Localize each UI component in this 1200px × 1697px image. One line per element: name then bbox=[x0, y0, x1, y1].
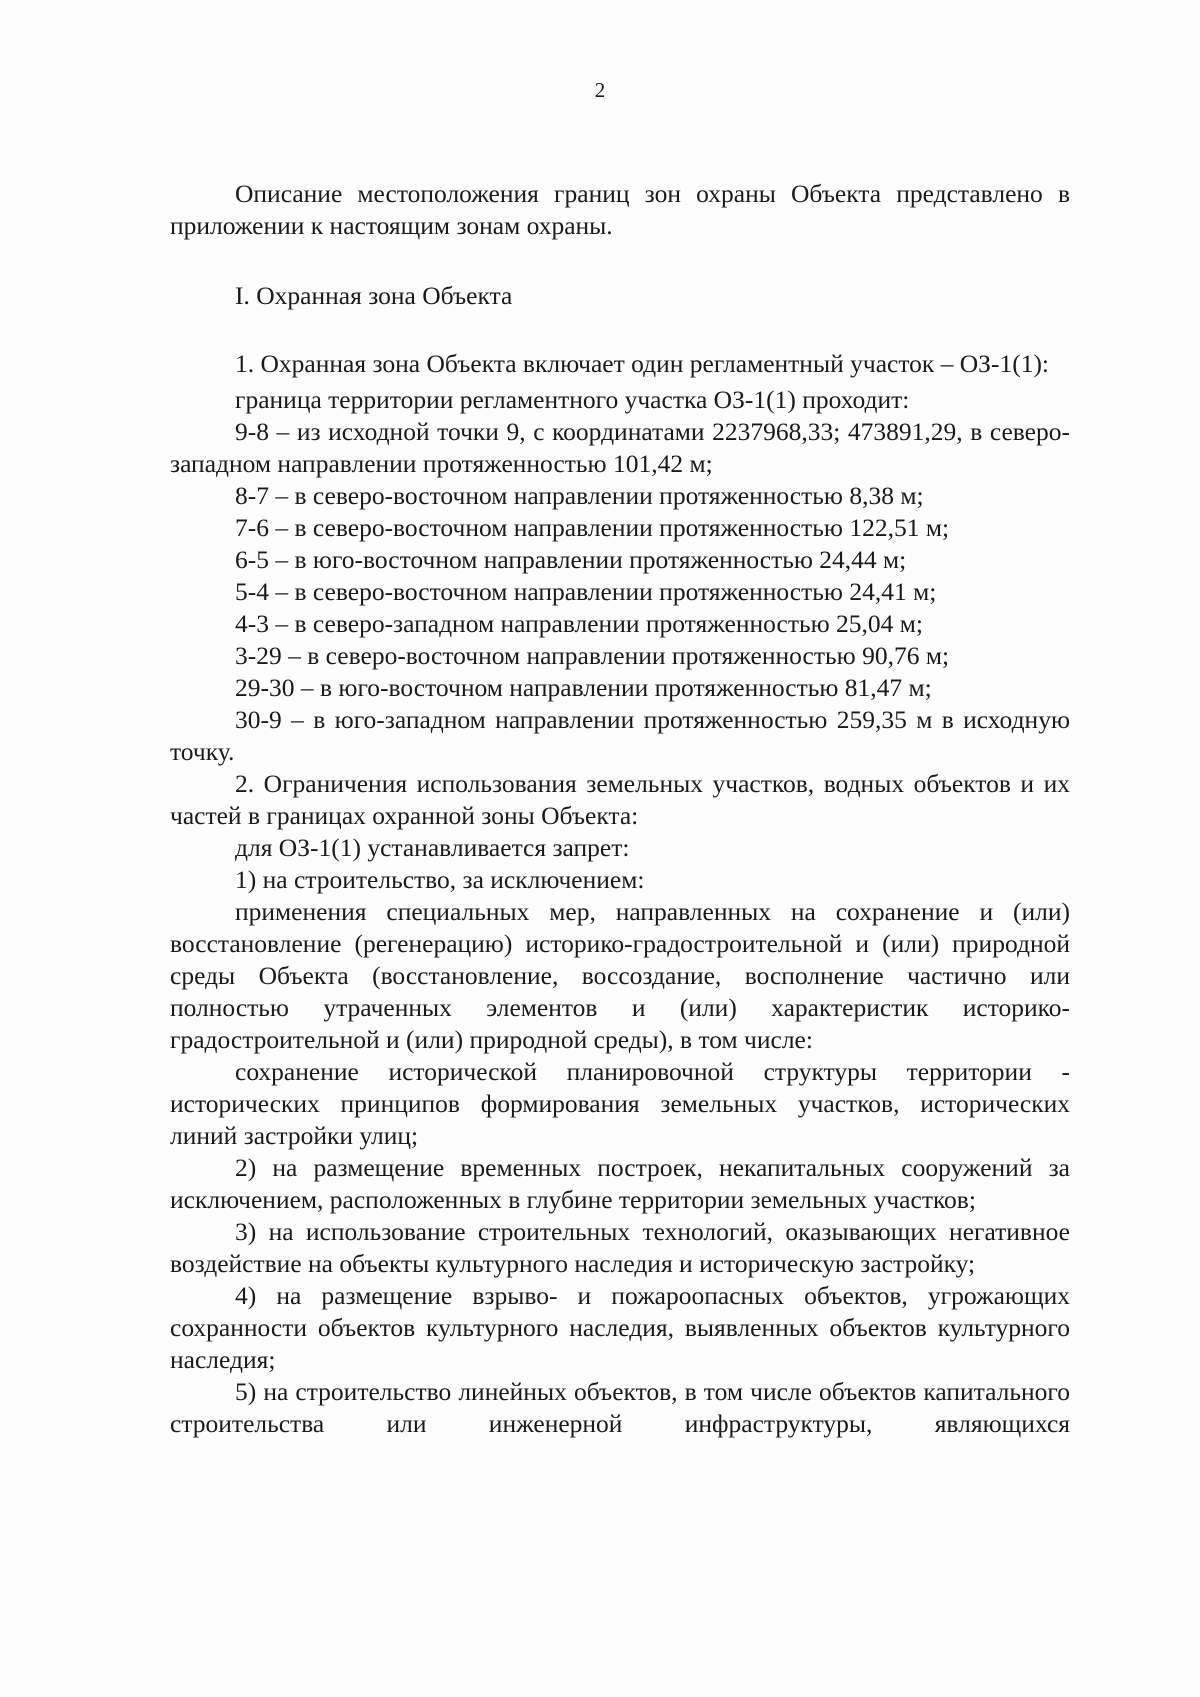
prohibition-1-detail: сохранение исторической планировочной структуры территории - исторических принципов формирования земельных участков, исторических линий застройки улиц; bbox=[170, 1057, 1070, 1150]
boundary-segment: 30-9 – в юго-западном направлении протяженностью 259,35 м в исходную точку. bbox=[170, 705, 1070, 766]
boundary-intro: граница территории регламентного участка ОЗ-1(1) проходит: bbox=[235, 385, 910, 414]
boundary-segment: 3-29 – в северо-восточном направлении протяженностью 90,76 м; bbox=[235, 641, 950, 670]
prohibition-1: 1) на строительство, за исключением: bbox=[235, 865, 645, 894]
item-2-intro: 2. Ограничения использования земельных участков, водных объектов и их частей в границах охранной зоны Объекта: bbox=[170, 769, 1070, 830]
prohibition-4: 4) на размещение взрыво- и пожароопасных объектов, угрожающих сохранности объектов культурного наследия, выявленных объектов культурного наследия; bbox=[170, 1281, 1070, 1374]
boundary-segment: 5-4 – в северо-восточном направлении протяженностью 24,41 м; bbox=[235, 577, 937, 606]
boundary-segment-list bbox=[170, 416, 1070, 768]
boundary-segment: 9-8 – из исходной точки 9, с координатами 2237968,33; 473891,29, в северо-западном направлении протяженностью 101,42 м; bbox=[170, 417, 1070, 478]
boundary-segment: 6-5 – в юго-восточном направлении протяженностью 24,44 м; bbox=[235, 545, 907, 574]
intro-paragraph: Описание местоположения границ зон охраны Объекта представлено в приложении к настоящим зонам охраны. bbox=[170, 179, 1070, 240]
prohibition-2: 2) на размещение временных построек, некапитальных сооружений за исключением, расположенных в глубине территории земельных участков; bbox=[170, 1153, 1070, 1214]
boundary-segment: 4-3 – в северо-западном направлении протяженностью 25,04 м; bbox=[235, 609, 923, 638]
prohibition-5: 5) на строительство линейных объектов, в том числе объектов капитального строительства или инженерной инфраструктуры, являющихся bbox=[170, 1377, 1070, 1438]
document-body bbox=[170, 178, 1070, 1440]
section-title: I. Охранная зона Объекта bbox=[235, 281, 513, 310]
item-1-intro: 1. Охранная зона Объекта включает один регламентный участок – ОЗ-1(1): bbox=[235, 349, 1050, 378]
prohibition-1-exception: применения специальных мер, направленных на сохранение и (или) восстановление (регенерацию) историко-градостроительной и (или) природной среды Объекта (восстановление, воссоздание, восполнение частично или полностью утраченных элементов и (или) характеристик историко-градостроительной и (или) природной среды), в том числе: bbox=[170, 897, 1070, 1054]
boundary-segment: 7-6 – в северо-восточном направлении протяженностью 122,51 м; bbox=[235, 513, 950, 542]
page-number: 2 bbox=[594, 78, 606, 102]
prohibition-intro: для ОЗ-1(1) устанавливается запрет: bbox=[235, 833, 630, 862]
boundary-segment: 8-7 – в северо-восточном направлении протяженностью 8,38 м; bbox=[235, 481, 924, 510]
boundary-segment: 29-30 – в юго-восточном направлении протяженностью 81,47 м; bbox=[235, 673, 932, 702]
prohibition-3: 3) на использование строительных технологий, оказывающих негативное воздействие на объекты культурного наследия и историческую застройку; bbox=[170, 1217, 1070, 1278]
